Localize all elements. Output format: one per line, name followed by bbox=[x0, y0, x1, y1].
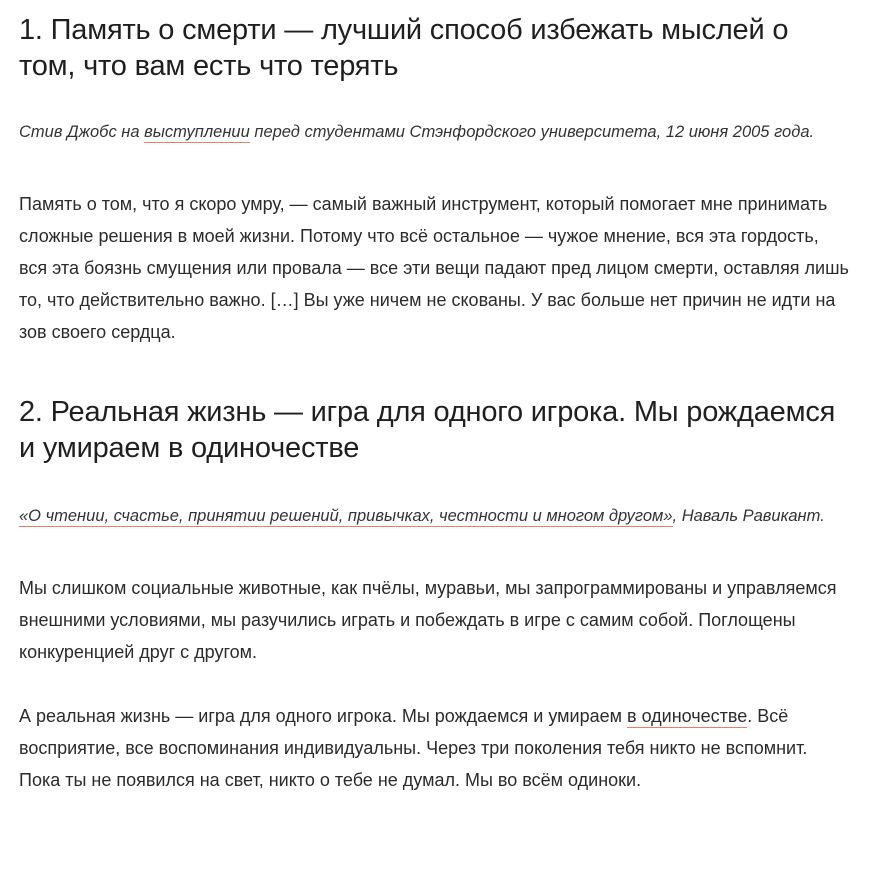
loneliness-link[interactable]: в одиночестве bbox=[627, 706, 748, 726]
paragraph-text-before-link: А реальная жизнь — игра для одного игрока. Мы рождаемся и умираем bbox=[19, 706, 627, 726]
quote-paragraph: Память о том, что я скоро умру, — самый важный инструмент, который помогает мне принимать сложные решения в моей жизни. Потому что всё остальное — чужое мнение, вся эта гордость, вся эта боязнь смущения или провала — все эти вещи падают пред лицом смерти, оставляя лишь то, что действительно важно. […] Вы уже ничем не скованы. У вас больше нет причин не идти на зов своего сердца. bbox=[19, 194, 849, 342]
body-paragraph bbox=[19, 700, 849, 796]
source-text-before-link: Стив Джобс на bbox=[19, 123, 145, 141]
interview-link[interactable]: «О чтении, счастье, принятии решений, привычках, честности и многом другом» bbox=[19, 507, 673, 525]
body-paragraph: Мы слишком социальные животные, как пчёлы, муравьи, мы запрограммированы и управляемся внешними условиями, мы разучились играть и побеждать в игре с самим собой. Поглощены конкуренцией друг с другом. bbox=[19, 578, 837, 662]
quote-source bbox=[19, 116, 849, 148]
speech-link[interactable]: выступлении bbox=[144, 123, 250, 141]
article-body bbox=[19, 0, 849, 796]
section-heading-single-player-game: 2. Реальная жизнь — игра для одного игрока. Мы рождаемся и умираем в одиночестве bbox=[19, 396, 836, 464]
source-text-after-link: перед студентами Стэнфордского университета, 12 июня 2005 года. bbox=[249, 123, 815, 141]
quote-source bbox=[19, 500, 849, 532]
section-heading-memory-of-death: 1. Память о смерти — лучший способ избежать мыслей о том, что вам есть что терять bbox=[19, 14, 789, 82]
paragraph-text-after-link: . Всё восприятие, все воспоминания индивидуальны. Через три поколения тебя никто не вспомнит. Пока ты не появился на свет, никто о тебе не думал. Мы во всём одиноки. bbox=[19, 706, 808, 790]
source-author: , Наваль Равикант. bbox=[672, 507, 825, 525]
